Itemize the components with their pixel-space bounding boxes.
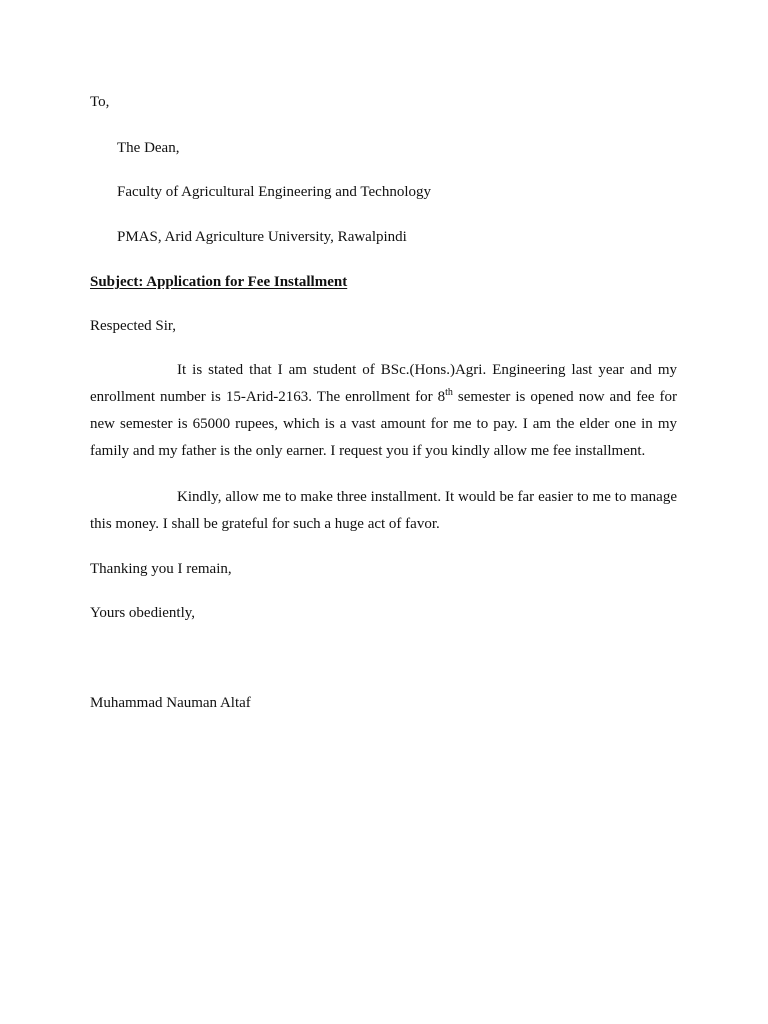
recipient-institution: PMAS, Arid Agriculture University, Rawalpindi xyxy=(117,229,407,245)
letter-subject: Subject: Application for Fee Installment xyxy=(90,274,348,290)
ordinal-superscript: th xyxy=(445,387,453,398)
closing-thanks: Thanking you I remain, xyxy=(90,561,232,577)
recipient-title: The Dean, xyxy=(117,140,180,156)
paragraph-1-text-end: semester is opened now and fee for new semester is 65000 rupees, which is a vast amount for me to pay. I am the elder one in my family and my father is the only earner. I request you if you kindly allow me fee installment. xyxy=(90,389,677,459)
letter-salutation: Respected Sir, xyxy=(90,318,177,334)
recipient-department: Faculty of Agricultural Engineering and Technology xyxy=(117,184,432,200)
body-paragraph-1 xyxy=(90,357,677,465)
letter-greeting: To, xyxy=(90,94,110,110)
paragraph-2-text: Kindly, allow me to make three installment. It would be far easier to me to manage this money. I shall be grateful for such a huge act of favor. xyxy=(90,489,677,532)
paragraph-1-text-start: It is stated that I am student of BSc.(Hons.)Agri. Engineering last year and my enrollment number is 15-Arid-2163. The enrollment for 8 xyxy=(90,362,677,405)
body-paragraph-2 xyxy=(90,484,677,538)
closing-signoff: Yours obediently, xyxy=(90,605,196,621)
signature-name: Muhammad Nauman Altaf xyxy=(90,695,251,711)
